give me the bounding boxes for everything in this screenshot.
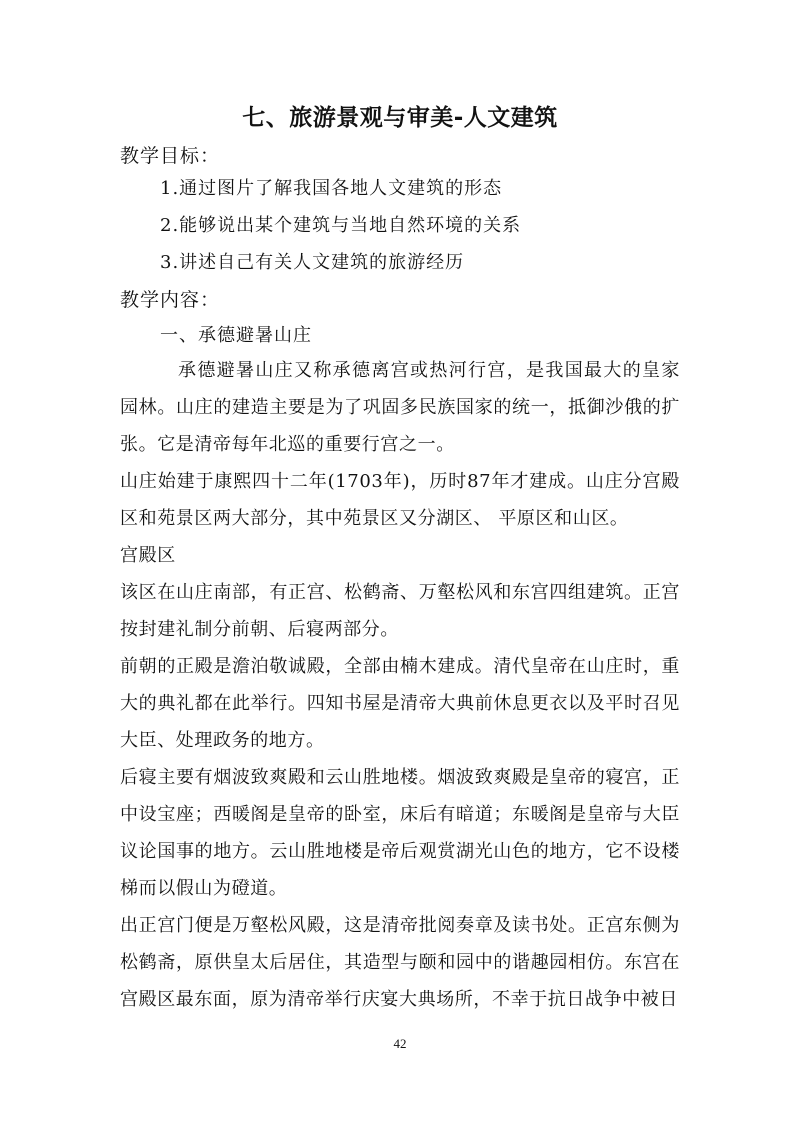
paragraph-palace-area: 该区在山庄南部，有正宫、松鹤斋、万壑松风和东宫四组建筑。正宫按封建礼制分前朝、后寝两部分。 [120, 582, 680, 640]
objective-item-3: 3.讲述自己有关人文建筑的旅游经历 [160, 252, 465, 273]
paragraph-east-palace: 出正宫门便是万壑松风殿，这是清帝批阅奏章及读书处。正宫东侧为松鹤斋，原供皇太后居住，其造型与颐和园中的谐趣园相仿。东宫在宫殿区最东面，原为清帝举行庆宴大典场所，不幸于抗日战争中被日 [120, 915, 680, 1010]
paragraph-intro: 承德避暑山庄又称承德离宫或热河行宫，是我国最大的皇家园林。山庄的建造主要是为了巩固多民族国家的统一，抵御沙俄的扩张。它是清帝每年北巡的重要行宫之一。 [120, 360, 680, 455]
objective-item-1: 1.通过图片了解我国各地人文建筑的形态 [160, 178, 503, 199]
objectives-heading: 教学目标： [120, 145, 221, 167]
content-heading: 教学内容： [120, 289, 221, 311]
subheading-palace-area: 宫殿区 [120, 545, 176, 566]
page-title: 七、旅游景观与审美-人文建筑 [242, 105, 558, 131]
page-number: 42 [393, 1036, 407, 1051]
section-title: 一、承德避暑山庄 [160, 325, 312, 346]
paragraph-rear-chambers: 后寝主要有烟波致爽殿和云山胜地楼。烟波致爽殿是皇帝的寝宫，正中设宝座；西暖阁是皇帝的卧室，床后有暗道；东暖阁是皇帝与大臣议论国事的地方。云山胜地楼是帝后观赏湖光山色的地方，它不设楼梯而以假山为磴道。 [120, 767, 680, 899]
paragraph-front-court: 前朝的正殿是澹泊敬诚殿，全部由楠木建成。清代皇帝在山庄时，重大的典礼都在此举行。四知书屋是清帝大典前休息更衣以及平时召见大臣、处理政务的地方。 [120, 656, 680, 751]
paragraph-history: 山庄始建于康熙四十二年(1703年)，历时87年才建成。山庄分宫殿区和苑景区两大部分，其中苑景区又分湖区、 平原区和山区。 [120, 471, 680, 529]
objective-item-2: 2.能够说出某个建筑与当地自然环境的关系 [160, 215, 522, 236]
